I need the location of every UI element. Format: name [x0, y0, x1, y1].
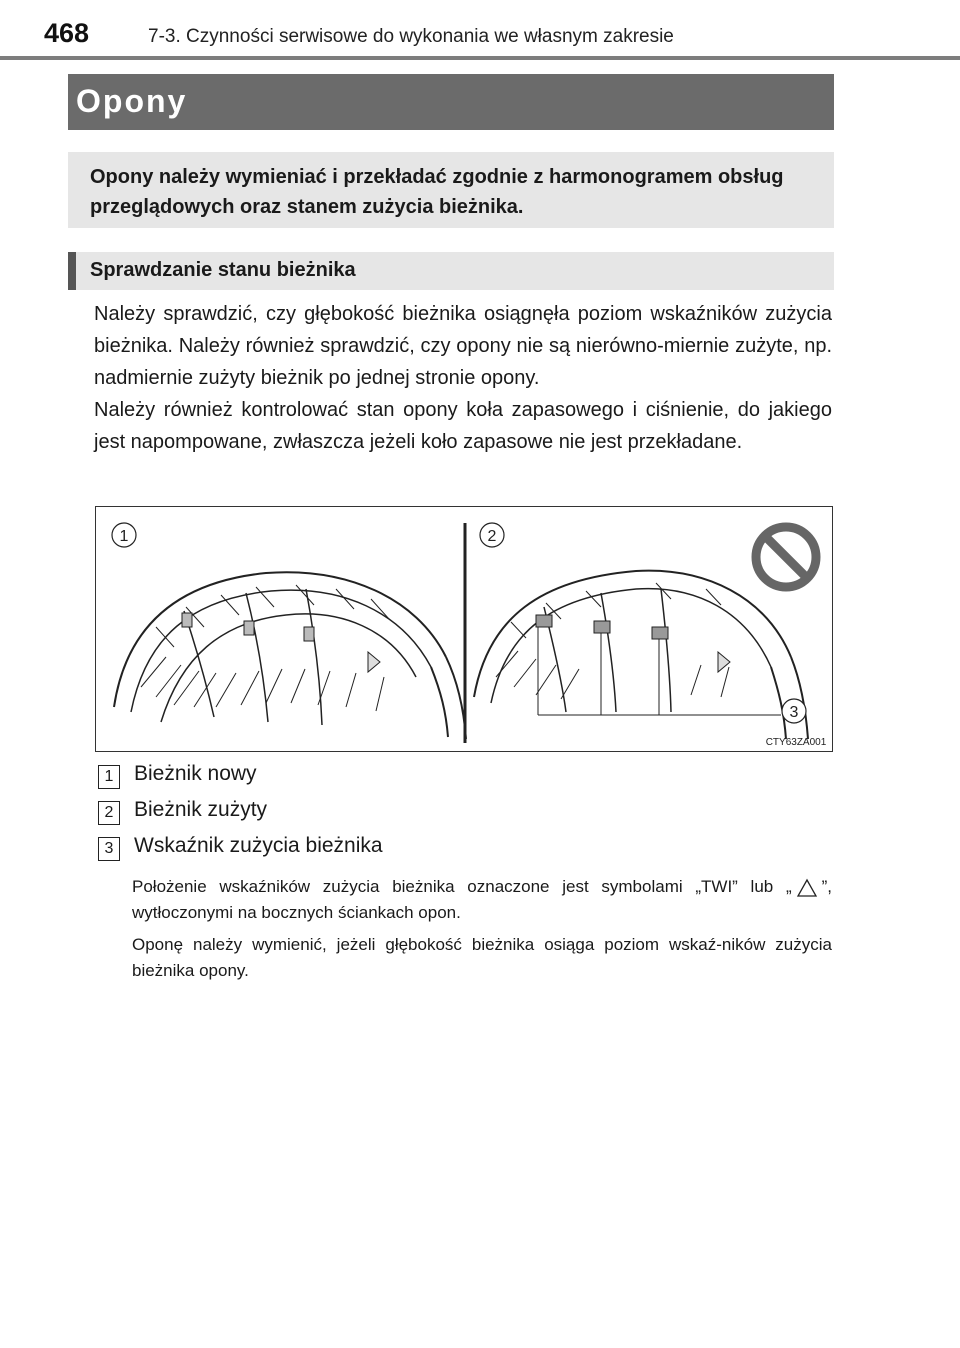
legend-num: 3 — [98, 837, 120, 861]
note-1-text-start: Położenie wskaźników zużycia bieżnika oznaczone jest symbolami „TWI” lub „ — [132, 877, 792, 896]
section-accent — [68, 252, 76, 290]
legend-label: Bieżnik nowy — [134, 762, 257, 785]
legend-item — [98, 798, 798, 832]
header-rule — [0, 56, 960, 60]
tire-illustration — [96, 507, 834, 753]
callout-2-label: 2 — [487, 528, 497, 545]
legend-num: 1 — [98, 765, 120, 789]
paragraph-2: Należy również kontrolować stan opony koła zapasowego i ciśnienie, do jakiego jest napompowane, zwłaszcza jeżeli koło zapasowe nie jest przekładane. — [94, 399, 832, 453]
page-number: 468 — [44, 18, 90, 48]
legend-item — [98, 762, 798, 796]
figure-code: CTY63ZA001 — [765, 737, 827, 748]
callout-3 — [782, 699, 806, 723]
callout-3-label: 3 — [789, 704, 799, 721]
legend-item — [98, 834, 798, 868]
legend-label: Wskaźnik zużycia bieżnika — [134, 834, 383, 857]
page-title: Opony — [76, 83, 188, 119]
summary-text: Opony należy wymieniać i przekładać zgodnie z harmonogramem obsług przeglądowych oraz stanem zużycia bieżnika. — [90, 166, 784, 218]
section-title: Sprawdzanie stanu bieżnika — [90, 259, 356, 281]
prohibited-icon — [756, 527, 816, 587]
page-header — [0, 0, 960, 62]
note-1 — [132, 874, 832, 926]
legend-num: 2 — [98, 801, 120, 825]
new-tire-drawing — [114, 572, 466, 739]
callout-1 — [112, 523, 136, 547]
title-bar — [68, 74, 834, 130]
tread-figure — [95, 506, 833, 752]
worn-tire-drawing — [474, 571, 808, 739]
callout-2 — [480, 523, 504, 547]
section-heading — [68, 252, 834, 290]
note-1-text-end: ”, wytłoczonymi na bocznych ściankach opon. — [132, 877, 832, 922]
chapter-title: 7-3. Czynności serwisowe do wykonania we własnym zakresie — [148, 26, 674, 47]
callout-1-label: 1 — [119, 528, 129, 545]
paragraph-1: Należy sprawdzić, czy głębokość bieżnika osiągnęła poziom wskaźników zużycia bieżnika. Należy również sprawdzić, czy opony nie są nierówno-miernie zużyte, np. nadmiernie zużyty bieżnik po jednej stronie opony. — [94, 303, 832, 389]
note-2: Oponę należy wymienić, jeżeli głębokość bieżnika osiąga poziom wskaź-ników zużycia bieżnika opony. — [132, 935, 832, 980]
legend-label: Bieżnik zużyty — [134, 798, 268, 821]
twi-triangle-icon — [796, 878, 818, 898]
summary-box — [68, 152, 834, 228]
